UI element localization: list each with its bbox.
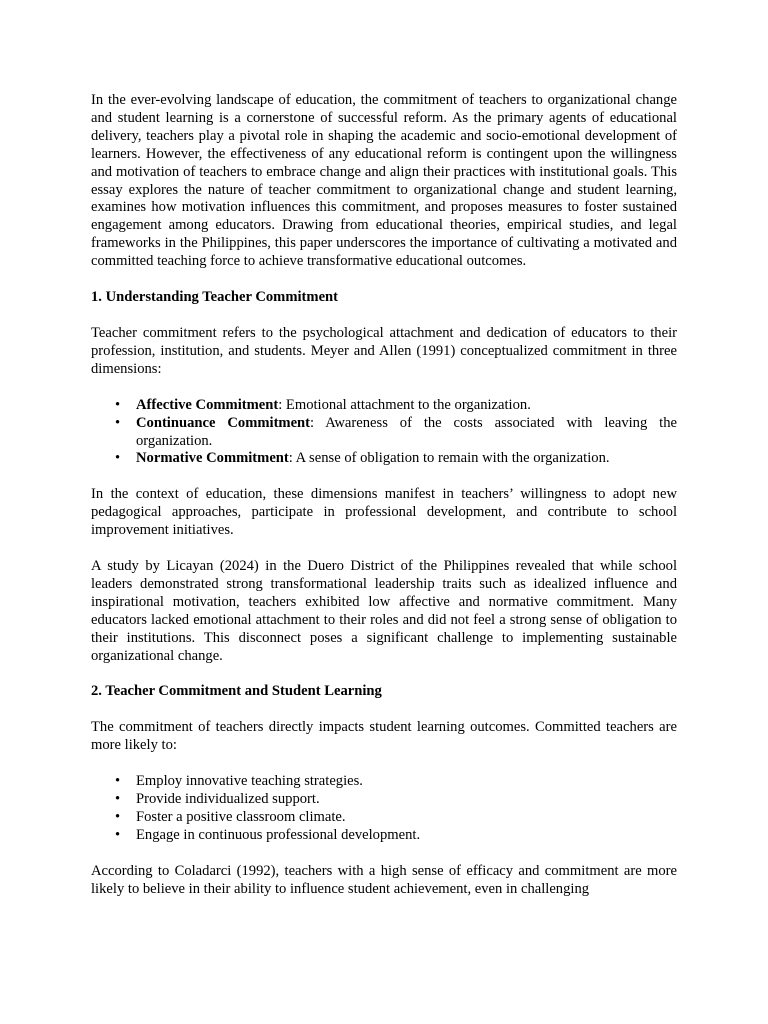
dimension-term: Normative Commitment: [136, 450, 289, 467]
commitment-dimensions-list: [91, 397, 677, 469]
dimension-description: : Awareness of the costs associated with leaving the organization.: [136, 414, 678, 449]
coladarci-paragraph: According to Coladarci (1992), teachers with a high sense of efficacy and commitment are more likely to believe in their ability to influence student achievement, even in challenging: [91, 862, 677, 897]
dimension-term: Continuance Commitment: [136, 414, 311, 431]
list-item: [136, 397, 677, 415]
dimension-description: : Emotional attachment to the organization.: [278, 396, 531, 413]
education-context-paragraph: In the context of education, these dimensions manifest in teachers’ willingness to adopt new pedagogical approaches, participate in professional development, and contribute to school improvement initiatives.: [91, 486, 677, 539]
licayan-study-paragraph: A study by Licayan (2024) in the Duero District of the Philippines revealed that while school leaders demonstrated strong transformational leadership traits such as idealized influence and inspirational motivation, teachers exhibited low affective and normative commitment. Many educators lacked emotional attachment to their roles and did not feel a strong sense of obligation to their institutions. This disconnect poses a significant challenge to implementing sustainable organizational change.: [91, 558, 677, 664]
section-heading-commitment-and-learning: 2. Teacher Commitment and Student Learning: [91, 683, 382, 700]
intro-paragraph: In the ever-evolving landscape of education, the commitment of teachers to organizational change and student learning is a cornerstone of successful reform. As the primary agents of educational delivery, teachers play a pivotal role in shaping the academic and socio-emotional development of learners. However, the effectiveness of any educational reform is contingent upon the willingness and motivation of teachers to embrace change and align their practices with institutional goals. This essay explores the nature of teacher commitment to organizational change and student learning, examines how motivation influences this commitment, and proposes measures to foster sustained engagement among educators. Drawing from educational theories, empirical studies, and legal frameworks in the Philippines, this paper underscores the importance of cultivating a motivated and committed teaching force to achieve transformative educational outcomes.: [91, 92, 677, 270]
list-item: [136, 450, 677, 468]
list-item: • Provide individualized support.: [136, 791, 677, 809]
dimension-term: Affective Commitment: [136, 396, 279, 413]
list-item: • Employ innovative teaching strategies.: [136, 773, 677, 791]
section-heading-understanding-commitment: 1. Understanding Teacher Commitment: [91, 289, 339, 306]
list-item: [136, 415, 677, 451]
committed-teacher-behaviors-list: [91, 773, 677, 845]
dimension-description: : A sense of obligation to remain with the organization.: [288, 450, 610, 467]
student-learning-paragraph: The commitment of teachers directly impacts student learning outcomes. Committed teachers are more likely to:: [91, 719, 677, 754]
list-item: • Foster a positive classroom climate.: [136, 809, 677, 827]
list-item: • Engage in continuous professional development.: [136, 827, 677, 845]
document-page: [91, 92, 677, 899]
commitment-definition-paragraph: Teacher commitment refers to the psychological attachment and dedication of educators to their profession, institution, and students. Meyer and Allen (1991) conceptualized commitment in three dimensions:: [91, 324, 677, 377]
